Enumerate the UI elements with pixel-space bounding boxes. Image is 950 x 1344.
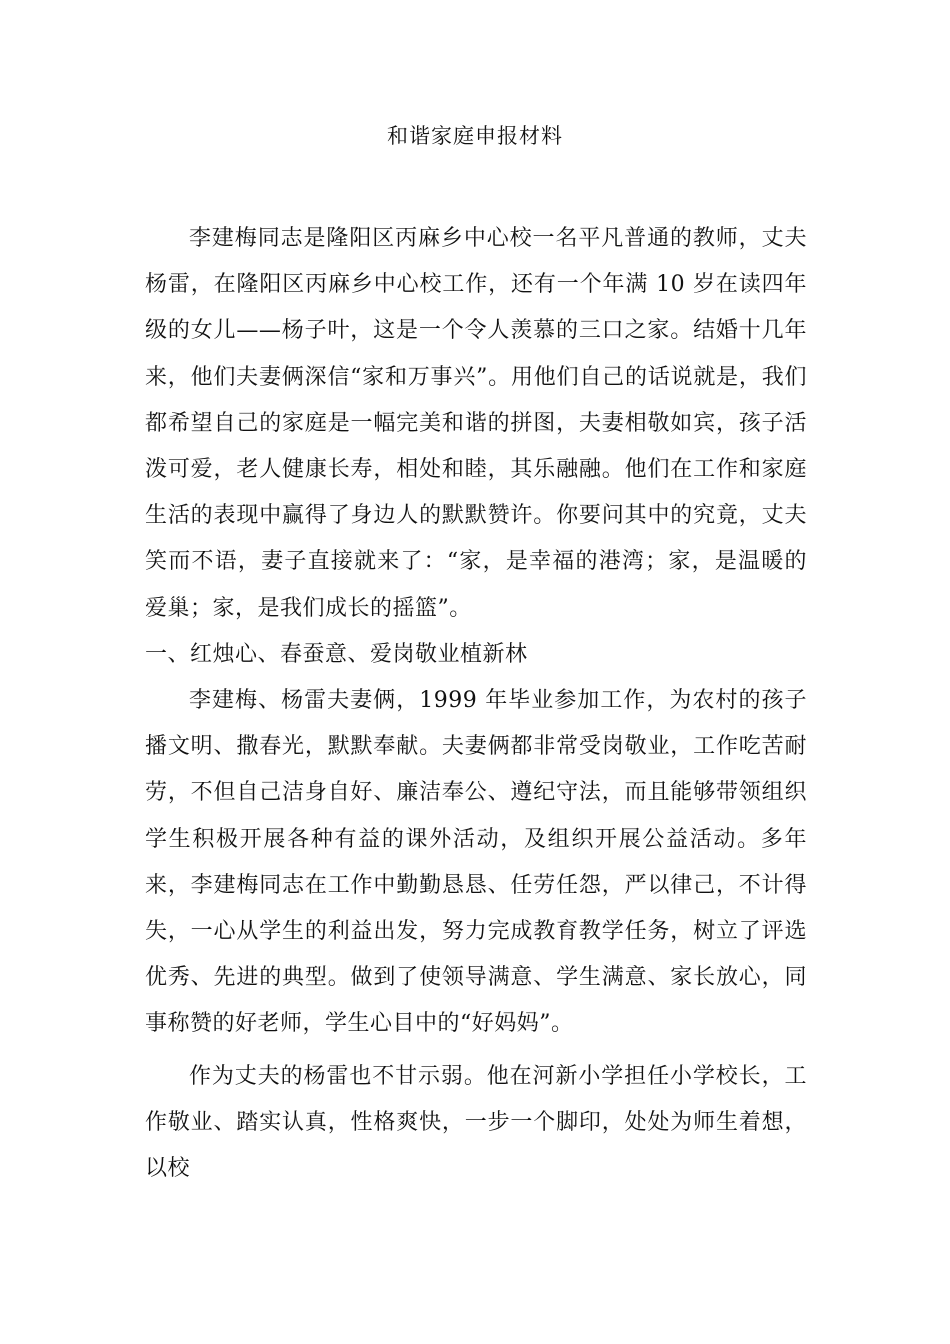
section-heading-1: 一、红烛心、春蚕意、爱岗敬业植新林: [145, 641, 528, 667]
document-body: [145, 216, 807, 1192]
document-title: 和谐家庭申报材料: [387, 124, 563, 148]
section-1-paragraph-1: 李建梅、杨雷夫妻俩，1999 年毕业参加工作，为农村的孩子播文明、撒春光，默默奉献。夫妻俩都非常受岗敬业，工作吃苦耐劳，不但自己洁身自好、廉洁奉公、遵纪守法，而且能够带领组织学生积极开展各种有益的课外活动，及组织开展公益活动。多年来，李建梅同志在工作中勤勤恳恳、任劳任怨，严以律己，不计得失，一心从学生的利益出发，努力完成教育教学任务，树立了评选优秀、先进的典型。做到了使领导满意、学生满意、家长放心，同事称赞的好老师，学生心目中的“好妈妈”。: [145, 688, 807, 1037]
intro-paragraph: 李建梅同志是隆阳区丙麻乡中心校一名平凡普通的教师，丈夫杨雷，在隆阳区丙麻乡中心校工作，还有一个年满 10 岁在读四年级的女儿——杨子叶，这是一个令人羡慕的三口之家。结婚十几年来，他们夫妻俩深信“家和万事兴”。用他们自己的话说就是，我们都希望自己的家庭是一幅完美和谐的拼图，夫妻相敬如宾，孩子活泼可爱，老人健康长寿，相处和睦，其乐融融。他们在工作和家庭生活的表现中赢得了身边人的默默赞许。你要问其中的究竟，丈夫笑而不语，妻子直接就来了：“家，是幸福的港湾；家，是温暖的爱巢；家，是我们成长的摇篮”。: [145, 226, 807, 621]
section-1-paragraph-2: 作为丈夫的杨雷也不甘示弱。他在河新小学担任小学校长，工作敬业、踏实认真，性格爽快，一步一个脚印，处处为师生着想，以校: [145, 1063, 807, 1182]
